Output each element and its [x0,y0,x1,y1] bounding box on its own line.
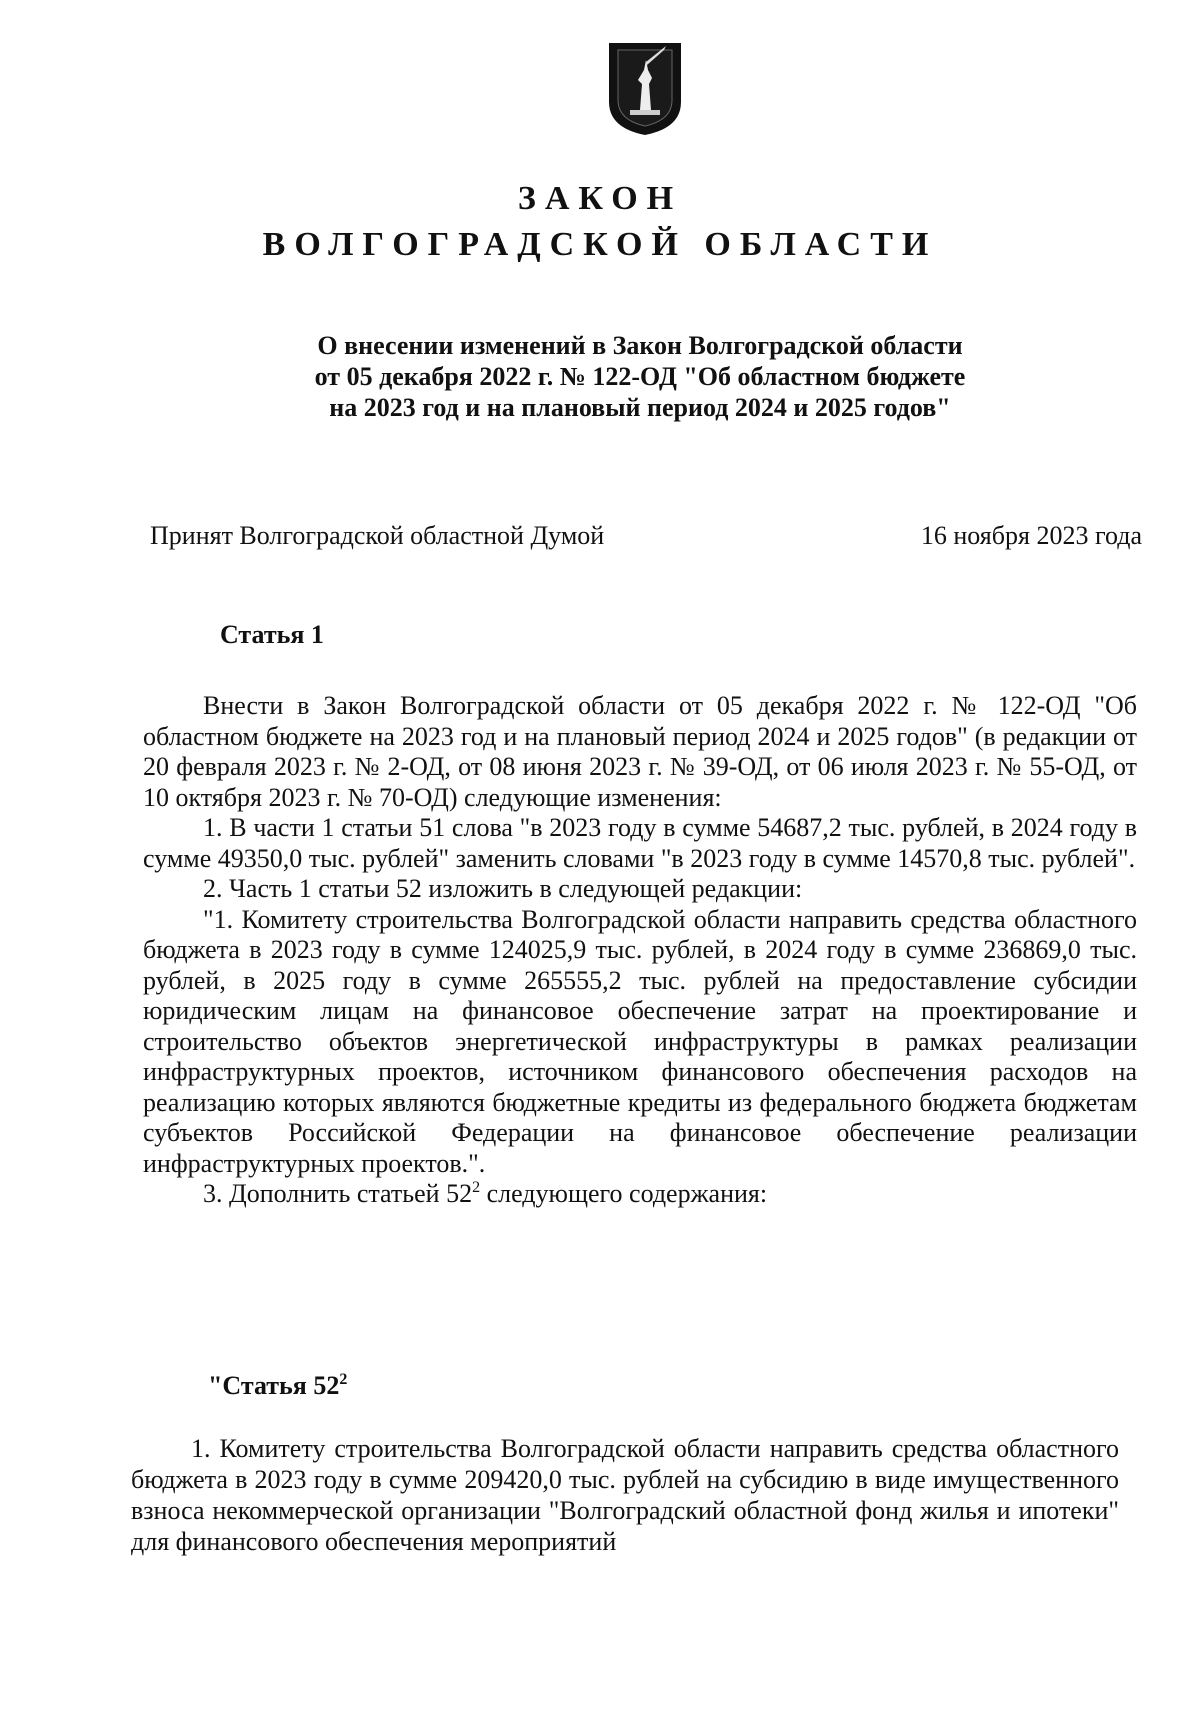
subject-line: от 05 декабря 2022 г. № 122-ОД "Об областном бюджете [314,362,966,391]
article-1-heading: Статья 1 [220,620,324,649]
law-title: ЗАКОН [517,180,683,217]
amendment-item-2-text: "1. Комитету строительства Волгоградской области направить средства областного бюджета в 2023 году в сумме 124025,9 тыс. рублей, в 2024 году в сумме 236869,0 тыс. рублей, в 2025 году в сумме 265555,2 тыс. рублей на предоставление субсидии юридическим лицам на финансовое обеспечение затрат на проектирование и строительство объектов энергетической инфраструктуры в рамках реализации инфраструктурных проектов, источником финансового обеспечения расходов на реализацию которых являются бюджетные кредиты из федерального бюджета бюджетам субъектов Российской Федерации на финансовое обеспечение реализации инфраструктурных проектов.". [143,904,1137,1178]
subject-line: О внесении изменений в Закон Волгоградской области [317,331,963,360]
article-52-2-body [131,1433,1119,1557]
article-52-2-heading [208,1371,347,1401]
region-title: ВОЛГОГРАДСКОЙ ОБЛАСТИ [262,226,938,263]
item-3-text-end: следующего содержания: [480,1179,768,1208]
article-1-intro: Внести в Закон Волгоградской области от 05 декабря 2022 г. № 122-ОД "Об областном бюджете на 2023 год и на плановый период 2024 и 2025 годов" (в редакции от 20 февраля 2023 г. № 2-ОД, от 08 июня 2023 г. № 39-ОД, от 06 июля 2023 г. № 55-ОД, от 10 октября 2023 г. № 70-ОД) следующие изменения: [143,691,1137,812]
adoption-date: 16 ноября 2023 года [920,521,1142,550]
amendment-item-3 [143,1179,1137,1210]
item-3-text: 3. Дополнить статьей 52 [203,1179,473,1208]
law-subject [200,330,1080,423]
heading-superscript: 2 [339,1371,348,1388]
article-52-2-para-1: 1. Комитету строительства Волгоградской области направить средства областного бюджета в 2023 году в сумме 209420,0 тыс. рублей на субсидию в виде имущественного взноса некоммерческой организации "Волгоградский областной фонд жилья и ипотеки" для финансового обеспечения мероприятий [131,1434,1119,1556]
coat-of-arms-icon [606,40,684,138]
amendment-item-1: 1. В части 1 статьи 51 слова "в 2023 году в сумме 54687,2 тыс. рублей, в 2024 году в сумме 49350,0 тыс. рублей" заменить словами "в 2023 году в сумме 14570,8 тыс. рублей". [143,813,1137,873]
subject-line: на 2023 год и на плановый период 2024 и 2025 годов" [329,393,951,422]
item-3-superscript: 2 [472,1179,481,1196]
amendment-item-2: 2. Часть 1 статьи 52 изложить в следующей редакции: [203,874,803,903]
adopted-by: Принят Волгоградской областной Думой [150,521,605,550]
heading-text: "Статья 52 [208,1371,340,1400]
article-1-body [143,691,1137,1210]
